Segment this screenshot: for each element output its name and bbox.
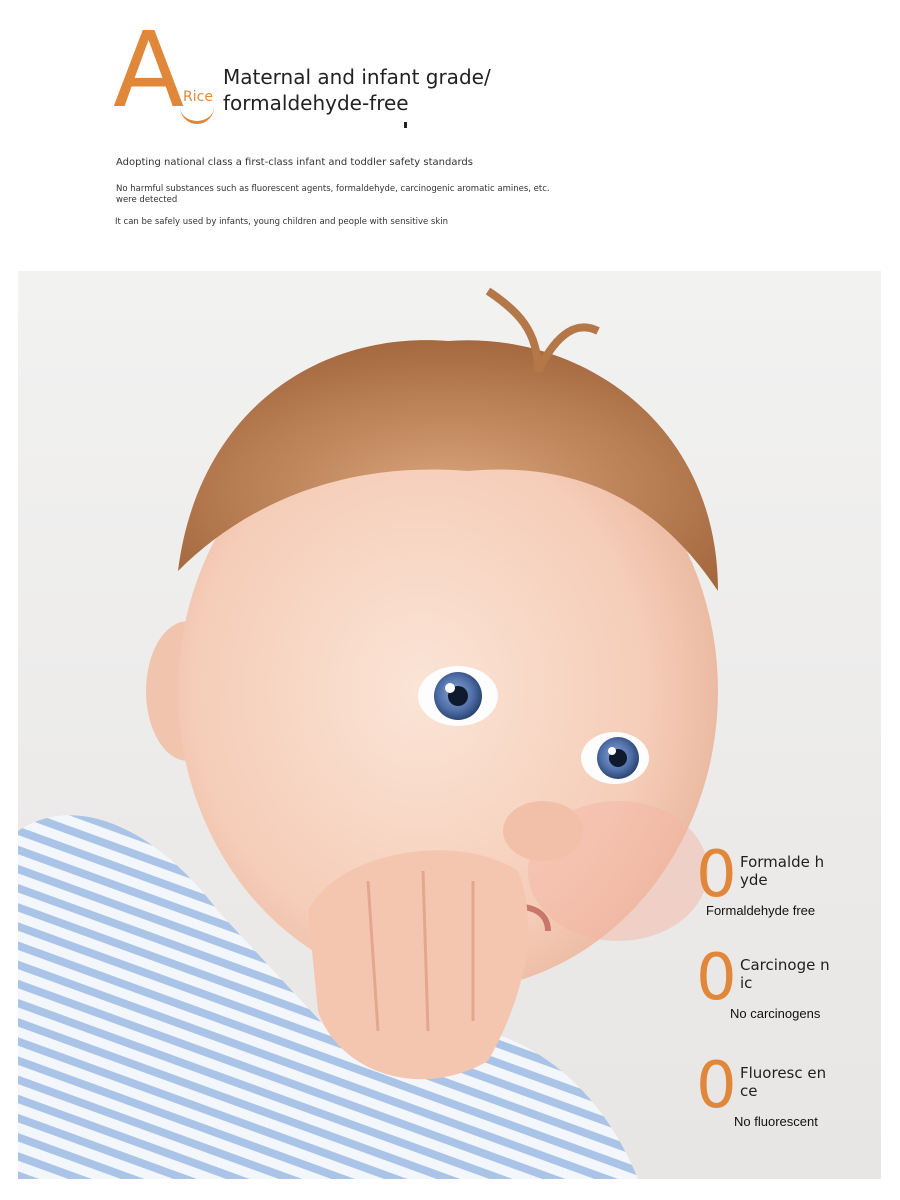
page-title: Maternal and infant grade/ formaldehyde-free	[223, 65, 491, 115]
badge-name: Carcinoge nic	[740, 956, 830, 992]
badge-label: Formaldehyde free	[706, 903, 816, 918]
header-section	[0, 0, 900, 260]
badge-fluorescence	[696, 1049, 866, 1144]
badge-label: No fluorescent	[734, 1114, 818, 1129]
badge-zero-number: 0	[696, 941, 737, 1015]
badge-zero-number: 0	[696, 1049, 737, 1123]
badge-name: Formalde hyde	[740, 853, 825, 889]
description-standards: Adopting national class a first-class infant and toddler safety standards	[116, 157, 473, 168]
badge-carcinogenic	[696, 941, 866, 1036]
title-mark-decoration	[404, 122, 407, 128]
baby-photo	[18, 271, 881, 1179]
hand-shape	[308, 850, 528, 1079]
brand-letter: A	[113, 9, 183, 131]
badge-formaldehyde	[696, 838, 866, 933]
nose-shape	[503, 801, 583, 861]
brand-letter-sub: Rice	[183, 89, 213, 105]
badge-label: No carcinogens	[730, 1006, 821, 1021]
letter-tail-decoration	[180, 107, 214, 124]
baby-illustration	[18, 271, 881, 1179]
badge-name: Fluoresc ence	[740, 1064, 827, 1100]
description-sensitive-skin: It can be safely used by infants, young children and people with sensitive skin	[115, 217, 449, 227]
badge-zero-number: 0	[696, 838, 737, 912]
description-harmful-substances: No harmful substances such as fluorescent agents, formaldehyde, carcinogenic aromatic amines, etc. were detected	[116, 184, 550, 205]
